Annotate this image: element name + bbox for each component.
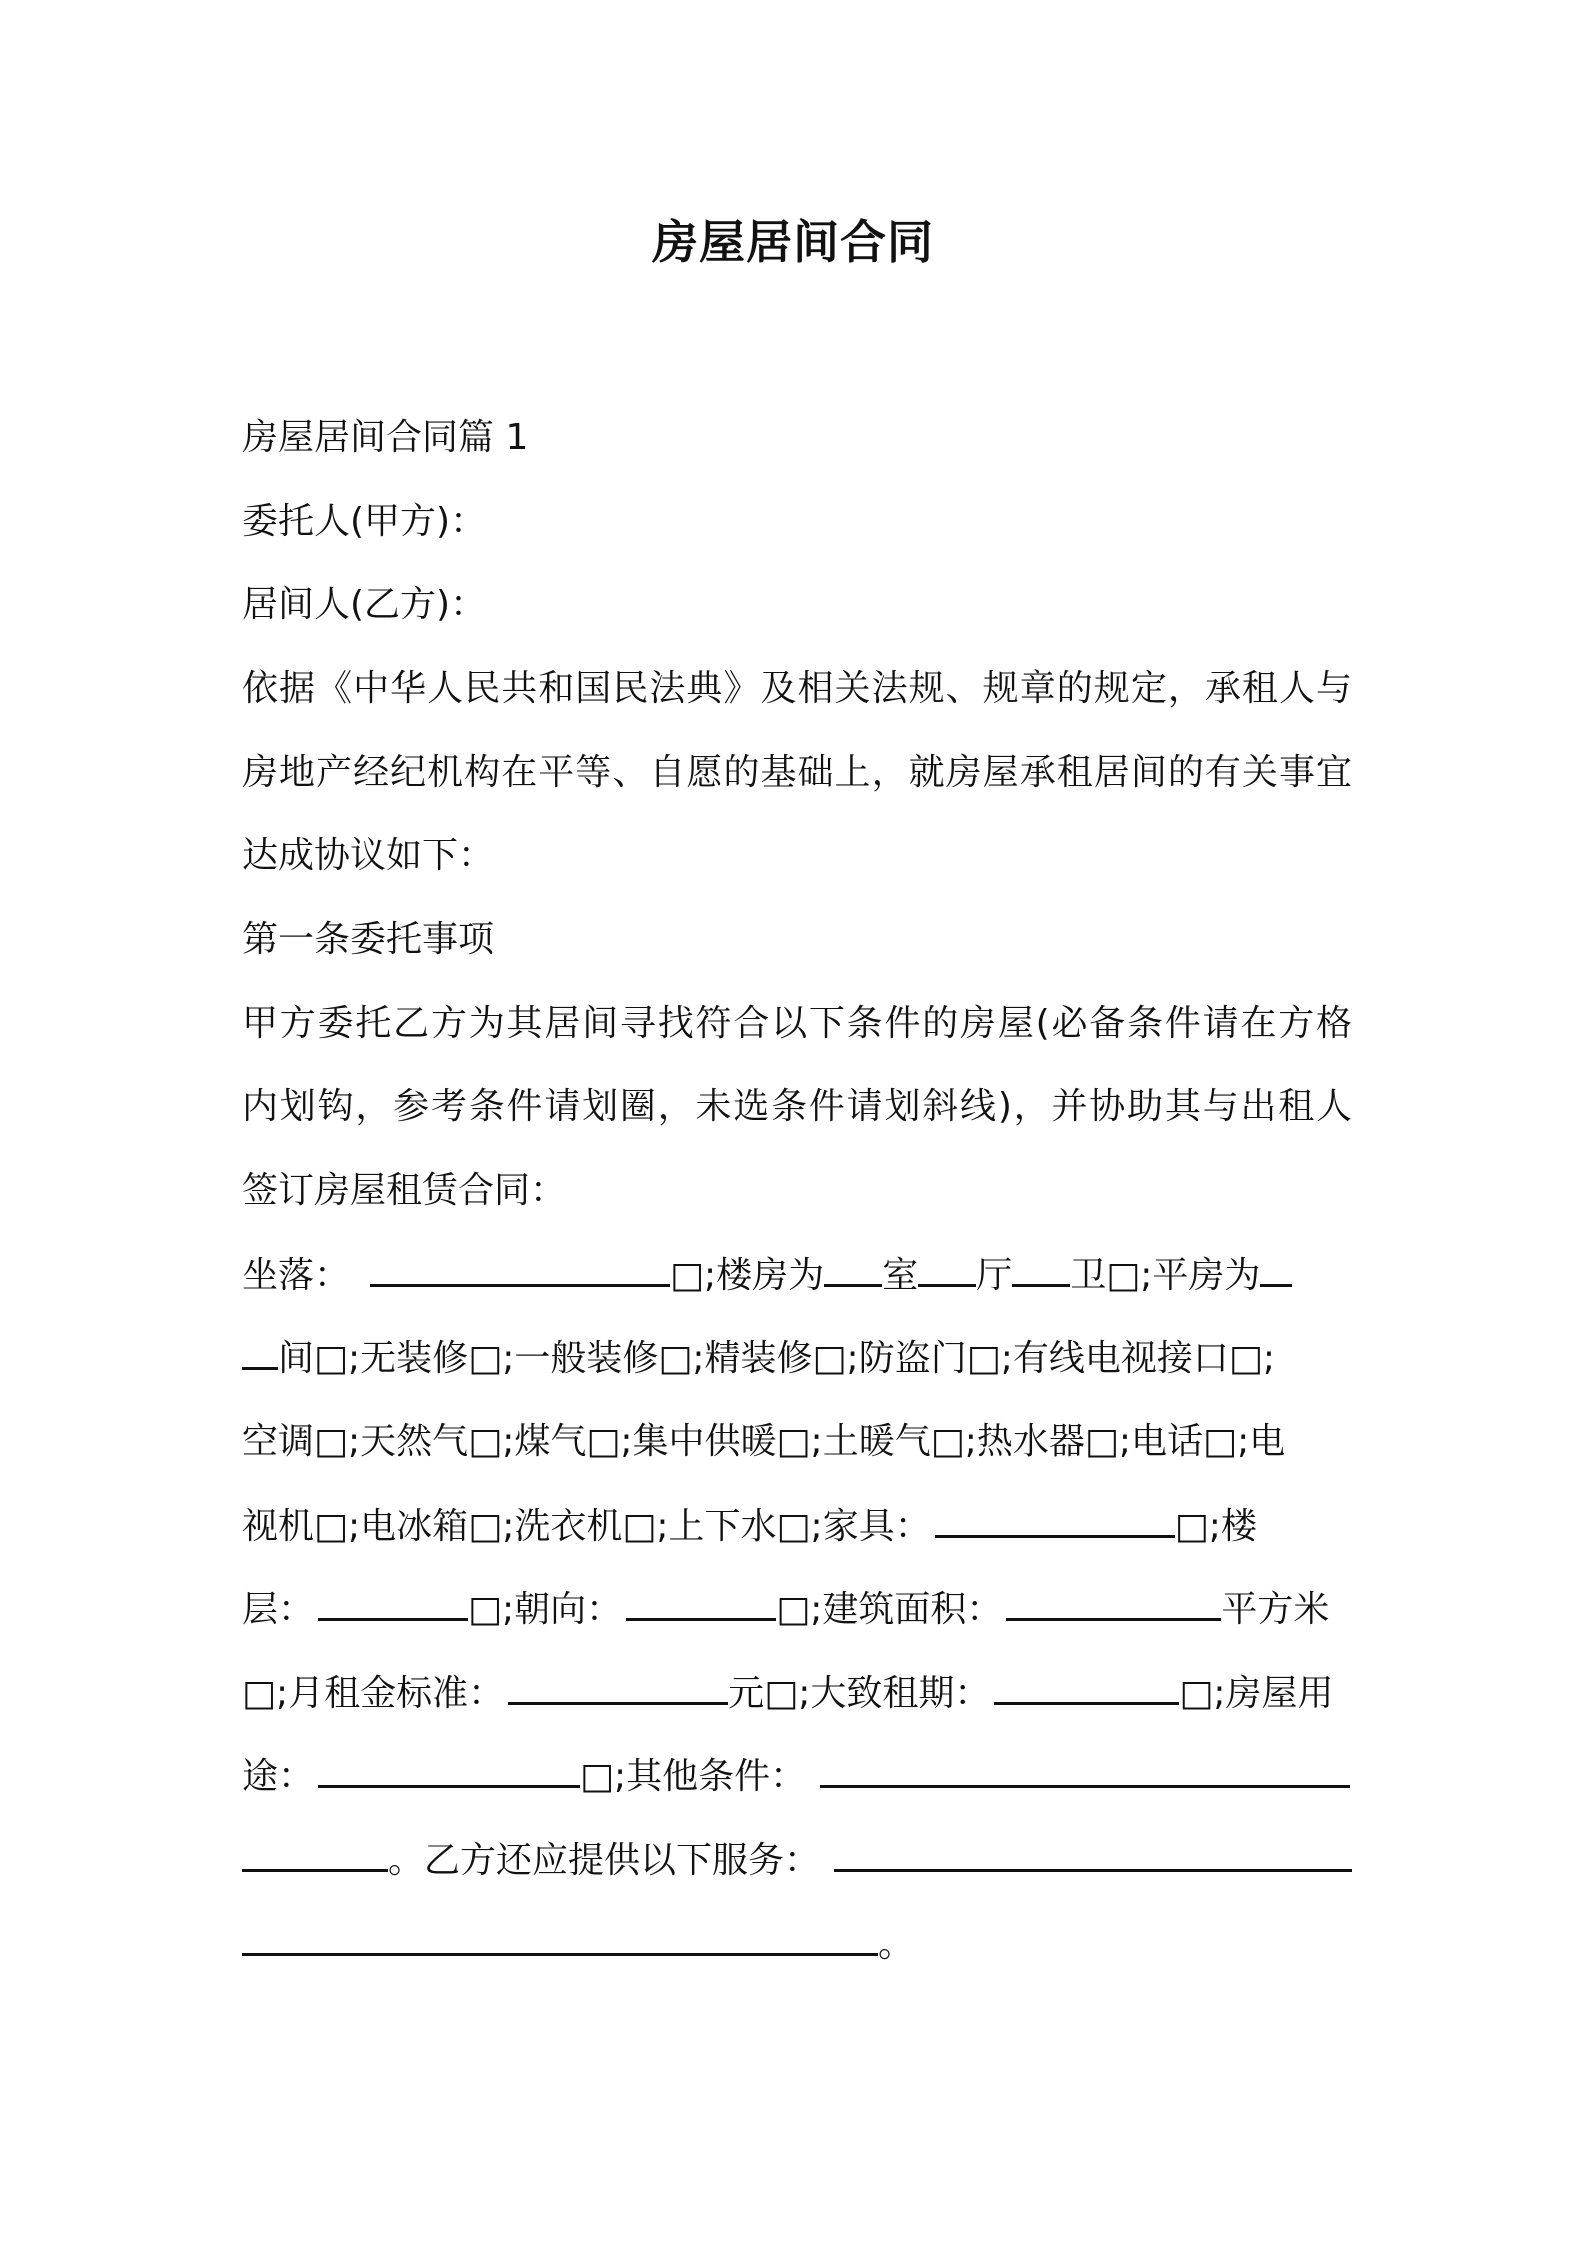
conditions-line-4: 视机□;电冰箱□;洗衣机□;上下水□;家具： □;楼 [242,1501,1352,1552]
term-blank[interactable] [994,1668,1179,1705]
orientation-blank[interactable] [626,1584,776,1621]
preamble-line: 房地产经纪机构在平等、自愿的基础上，就房屋承租居间的有关事宜 [242,752,1352,793]
floor-label-end: 层： [242,1589,315,1631]
extra-services-blank-cont[interactable] [242,1919,878,1956]
rent-checkbox[interactable]: □ [764,1673,799,1715]
furniture-label: 家具： [822,1506,931,1548]
floor-checkbox[interactable]: □ [468,1589,503,1631]
central-heating-checkbox[interactable]: □ [776,1421,811,1462]
floor-label-start: 楼 [1220,1506,1257,1548]
bungalow-checkbox[interactable]: □ [314,1338,349,1380]
conditions-line-1: 坐落： □;楼房为 室 厅 卫□;平房为 [242,1250,1352,1301]
tv-label-end: 视机 [242,1506,315,1548]
washer-checkbox[interactable]: □ [622,1506,657,1548]
conditions-line-5: 层： □;朝向： □;建筑面积： 平方米 [242,1584,1352,1635]
other-conditions-blank-cont[interactable] [242,1835,388,1872]
coal-gas-checkbox[interactable]: □ [586,1421,621,1462]
building-label: 楼房为 [716,1255,825,1297]
rent-label: 月租金标准： [288,1673,505,1715]
conditions-line-3: 空调□;天然气□;煤气□;集中供暖□;土暖气□;热水器□;电话□;电 [242,1417,1352,1467]
bungalow-count-blank[interactable] [1260,1250,1292,1287]
building-checkbox[interactable]: □ [1106,1255,1141,1297]
water-heater-checkbox[interactable]: □ [1084,1421,1119,1462]
telephone-checkbox[interactable]: □ [1203,1421,1238,1462]
conditions-line-7: 途： □;其他条件： [242,1751,1352,1802]
article-1-heading: 第一条委托事项 [242,919,495,960]
bath-count-blank[interactable] [1012,1250,1070,1287]
water-heater-label: 热水器 [976,1421,1085,1462]
plumbing-label: 上下水 [668,1506,777,1548]
conditions-line-8: 。乙方还应提供以下服务： [242,1835,1352,1886]
term-label: 大致租期： [810,1673,991,1715]
cable-tv-checkbox[interactable]: □ [1228,1338,1263,1380]
air-conditioner-checkbox[interactable]: □ [314,1421,349,1462]
bath-label: 卫 [1070,1255,1107,1297]
preamble-line: 达成协议如下： [242,835,495,876]
furniture-blank[interactable] [935,1501,1175,1538]
general-decoration-label: 一般装修 [514,1338,659,1380]
other-conditions-label: 其他条件： [626,1756,807,1798]
extra-services-label: 乙方还应提供以下服务： [424,1840,821,1882]
yuan-label: 元 [728,1673,765,1715]
usage-label-end: 途： [242,1756,315,1798]
tv-checkbox[interactable]: □ [314,1506,349,1548]
air-conditioner-label: 空调 [242,1421,315,1462]
area-blank[interactable] [1006,1584,1221,1621]
natural-gas-label: 天然气 [360,1421,469,1462]
orientation-label: 朝向： [514,1589,623,1631]
central-heating-label: 集中供暖 [632,1421,777,1462]
plumbing-checkbox[interactable]: □ [776,1506,811,1548]
fridge-label: 电冰箱 [360,1506,469,1548]
room-count-blank[interactable] [824,1250,882,1287]
usage-checkbox[interactable]: □ [580,1756,615,1798]
party-a-label: 委托人(甲方)： [242,501,487,542]
term-checkbox[interactable]: □ [1179,1673,1214,1715]
area-checkbox[interactable]: □ [242,1673,277,1715]
article-1-intro-line: 内划钩，参考条件请划圈，未选条件请划斜线)，并协助其与出租人 [242,1086,1352,1127]
cable-tv-label: 有线电视接口 [1012,1338,1229,1380]
usage-label-start: 房屋用 [1225,1673,1334,1715]
coal-gas-label: 煤气 [514,1421,587,1462]
extra-services-blank[interactable] [834,1835,1352,1872]
security-door-label: 防盗门 [858,1338,967,1380]
area-label: 建筑面积： [822,1589,1003,1631]
fridge-checkbox[interactable]: □ [468,1506,503,1548]
location-checkbox[interactable]: □ [670,1255,705,1297]
location-label: 坐落： [242,1255,351,1297]
usage-blank[interactable] [318,1751,580,1788]
conditions-line-9: 。 [242,1919,1352,1970]
hall-label: 厅 [976,1255,1013,1297]
telephone-label: 电话 [1131,1421,1204,1462]
section-heading: 房屋居间合同篇 1 [242,417,529,458]
furniture-checkbox[interactable]: □ [1174,1506,1209,1548]
local-heating-label: 土暖气 [822,1421,931,1462]
fine-decoration-label: 精装修 [704,1338,813,1380]
security-door-checkbox[interactable]: □ [966,1338,1001,1380]
preamble-line: 依据《中华人民共和国民法典》及相关法规、规章的规定，承租人与 [242,668,1352,709]
natural-gas-checkbox[interactable]: □ [468,1421,503,1462]
document-title: 房屋居间合同 [652,215,934,269]
other-conditions-blank[interactable] [820,1751,1350,1788]
article-1-intro-line: 甲方委托乙方为其居间寻找符合以下条件的房屋(必备条件请在方格 [242,1003,1352,1044]
sqm-label: 平方米 [1221,1589,1330,1631]
washer-label: 洗衣机 [514,1506,623,1548]
conditions-line-6: □;月租金标准： 元□;大致租期： □;房屋用 [242,1668,1352,1719]
bungalow-count-blank-cont[interactable] [242,1333,278,1370]
hall-count-blank[interactable] [918,1250,976,1287]
orientation-checkbox[interactable]: □ [776,1589,811,1631]
no-decoration-label: 无装修 [360,1338,469,1380]
party-b-label: 居间人(乙方)： [242,584,487,625]
tv-label-start: 电 [1249,1421,1286,1462]
general-decoration-checkbox[interactable]: □ [658,1338,693,1380]
fine-decoration-checkbox[interactable]: □ [812,1338,847,1380]
jian-label: 间 [278,1338,315,1380]
local-heating-checkbox[interactable]: □ [930,1421,965,1462]
article-1-intro-line: 签订房屋租赁合同： [242,1170,567,1211]
room-label: 室 [882,1255,919,1297]
bungalow-label: 平房为 [1152,1255,1261,1297]
no-decoration-checkbox[interactable]: □ [468,1338,503,1380]
floor-blank[interactable] [318,1584,468,1621]
rent-blank[interactable] [508,1668,728,1705]
location-blank[interactable] [370,1250,670,1287]
conditions-line-2: 间□;无装修□;一般装修□;精装修□;防盗门□;有线电视接口□; [242,1333,1352,1384]
